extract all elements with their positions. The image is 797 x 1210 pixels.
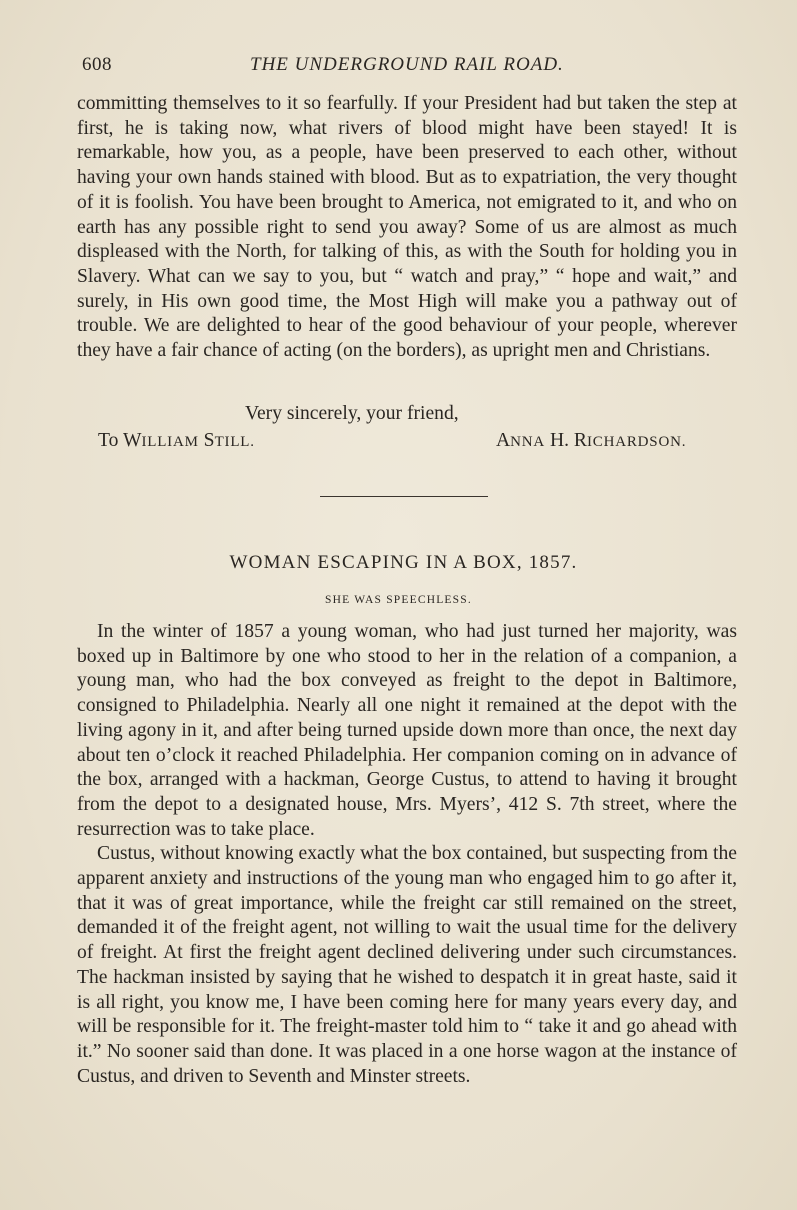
page-header: [82, 54, 737, 80]
letter-signature: ANNA H. RICHARDSON.: [496, 430, 687, 451]
section-divider: [320, 496, 488, 497]
letter-recipient: To WILLIAM STILL.: [98, 430, 255, 451]
story-paragraph-1: In the winter of 1857 a young woman, who had just turned her majority, was boxed up in Baltimore by one who stood to her in the relation of a companion, a young man, who had the box conveyed as freight to the depot in Baltimore, consigned to Philadelphia. Nearly all one night it remained at the depot with the living agony in it, and after being turned upside down more than once, the next day about ten o’clock it reached Philadelphia. Her companion coming on in advance of the box, arranged with a hackman, George Custus, to attend to having it brought from the depot to a designated house, Mrs. Myers’, 412 S. 7th street, where the resurrection was to take place.: [77, 621, 737, 840]
letter-body: [77, 92, 737, 364]
letter-closing: Very sincerely, your friend,: [245, 403, 459, 424]
letter-paragraph: committing themselves to it so fearfully. If your President had but taken the step at first, he is taking now, what rivers of blood might have been stayed! It is remarkable, how you, as a people, have been preserved to each other, without having your own hands stained with blood. But as to expatriation, the very thought of it is foolish. You have been brought to America, not emigrated to it, and who on earth has any possible right to send you away? Some of us are almost as much displeased with the North, for talking of this, as with the South for holding you in Slavery. What can we say to you, but “ watch and pray,” “ hope and wait,” and surely, in His own good time, the Most High will make you a pathway out of trouble. We are delighted to hear of the good behaviour of your people, wherever they have a fair chance of acting (on the borders), as upright men and Christians.: [77, 93, 737, 362]
page-number: 608: [82, 54, 112, 75]
story-body: [77, 620, 737, 1089]
section-title: WOMAN ESCAPING IN A BOX, 1857.: [229, 552, 578, 573]
section-subtitle: SHE WAS SPEECHLESS.: [325, 594, 472, 606]
running-title: THE UNDERGROUND RAIL ROAD.: [250, 54, 564, 75]
story-paragraph-2: Custus, without knowing exactly what the box contained, but suspecting from the apparent anxiety and instructions of the young man who engaged him to go after it, that it was of great importance, while the freight car still remained on the street, demanded it of the freight agent, not willing to wait the usual time for the delivery of freight. At first the freight agent declined delivering under such circumstances. The hackman insisted by saying that he wished to despatch it in great haste, said it is all right, you know me, I have been coming here for many years every day, and will be responsible for it. The freight-master told him to “ take it and go ahead with it.” No sooner said than done. It was placed in a one horse wagon at the instance of Custus, and driven to Seventh and Minster streets.: [77, 843, 737, 1087]
